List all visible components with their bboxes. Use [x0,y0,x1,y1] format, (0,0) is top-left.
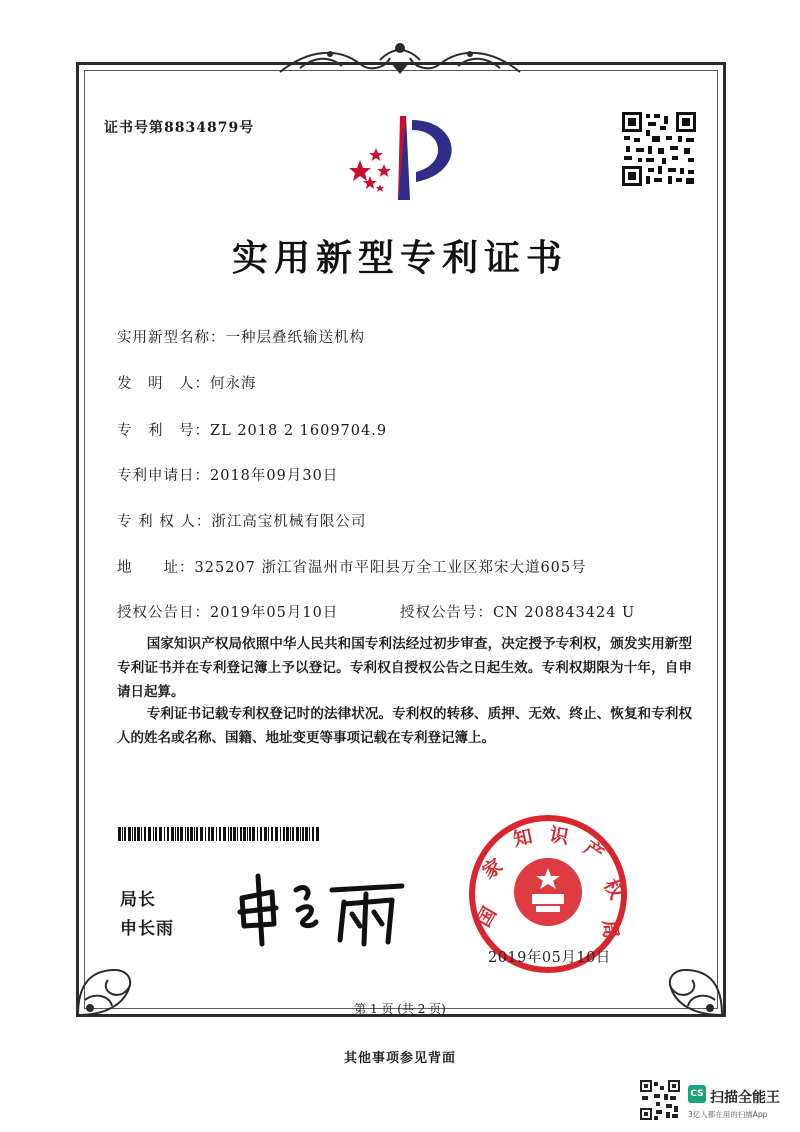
director-title: 局长 [120,890,156,910]
watermark-badge: CS [688,1085,706,1103]
svg-text:权: 权 [599,875,628,903]
seal-date: 2019年05月10日 [488,950,611,966]
grant-date-field [117,601,338,622]
qr-code-icon [622,112,696,186]
footer-note: 其他事项参见背面 [343,1051,456,1066]
grant-number-field [400,601,635,622]
inventor-value: 何永海 [210,376,257,392]
director-name: 申长雨 [120,919,174,939]
certificate-number: 证书号第8834879号 [104,120,255,136]
signature-icon [232,868,412,948]
grant-date-label: 授权公告日： [117,605,210,621]
utility-name-value: 一种层叠纸输送机构 [225,330,365,346]
svg-text:产: 产 [579,836,608,866]
inventor-label: 发 明 人： [117,376,210,392]
watermark-tagline: 3亿人都在用的扫描App [688,1110,768,1119]
svg-text:国: 国 [472,903,502,931]
body-paragraph-2: 专利证书记载专利权登记时的法律状况。专利权的转移、质押、无效、终止、恢复和专利权人的姓名或名称、国籍、地址变更等事项记载在专利登记簿上。 [117,706,692,746]
grant-date-value: 2019年05月10日 [210,605,339,621]
page-number: 第 1 页 (共 2 页) [354,1002,446,1016]
address-field [117,556,587,577]
svg-text:识: 识 [547,823,571,849]
address-label: 地 址： [117,560,195,576]
utility-name-field [117,326,365,347]
patentee-value: 浙江高宝机械有限公司 [211,514,367,530]
svg-text:知: 知 [511,825,535,851]
filing-date-field [117,464,338,485]
body-paragraph-1: 国家知识产权局依照中华人民共和国专利法经过初步审查，决定授予专利权，颁发实用新型专利证书并在专利登记簿上予以登记。专利权自授权公告之日起生效。专利权期限为十年，自申请日起算。 [117,636,692,700]
patent-number-label: 专 利 号： [117,423,210,439]
top-ornament-icon [270,38,530,80]
svg-text:局: 局 [598,919,622,940]
watermark-qr-icon [640,1080,680,1120]
certificate-title: 实用新型专利证书 [231,237,568,279]
address-value: 325207 浙江省温州市平阳县万全工业区郑宋大道605号 [194,560,587,576]
filing-date-label: 专利申请日： [117,468,210,484]
grant-number-label: 授权公告号： [400,605,493,621]
filing-date-value: 2018年09月30日 [210,468,339,484]
utility-name-label: 实用新型名称： [117,330,226,346]
cnipa-logo-icon [340,112,470,204]
patentee-label: 专 利 权 人： [117,514,212,530]
barcode-icon [118,827,321,841]
patent-number-field [117,419,387,440]
inventor-field [117,372,257,393]
grant-number-value: CN 208843424 U [493,605,636,621]
patentee-field [117,510,366,531]
watermark-app-name: 扫描全能王 [710,1090,780,1106]
svg-text:家: 家 [478,854,507,884]
patent-number-value: ZL 2018 2 1609704.9 [210,423,388,439]
